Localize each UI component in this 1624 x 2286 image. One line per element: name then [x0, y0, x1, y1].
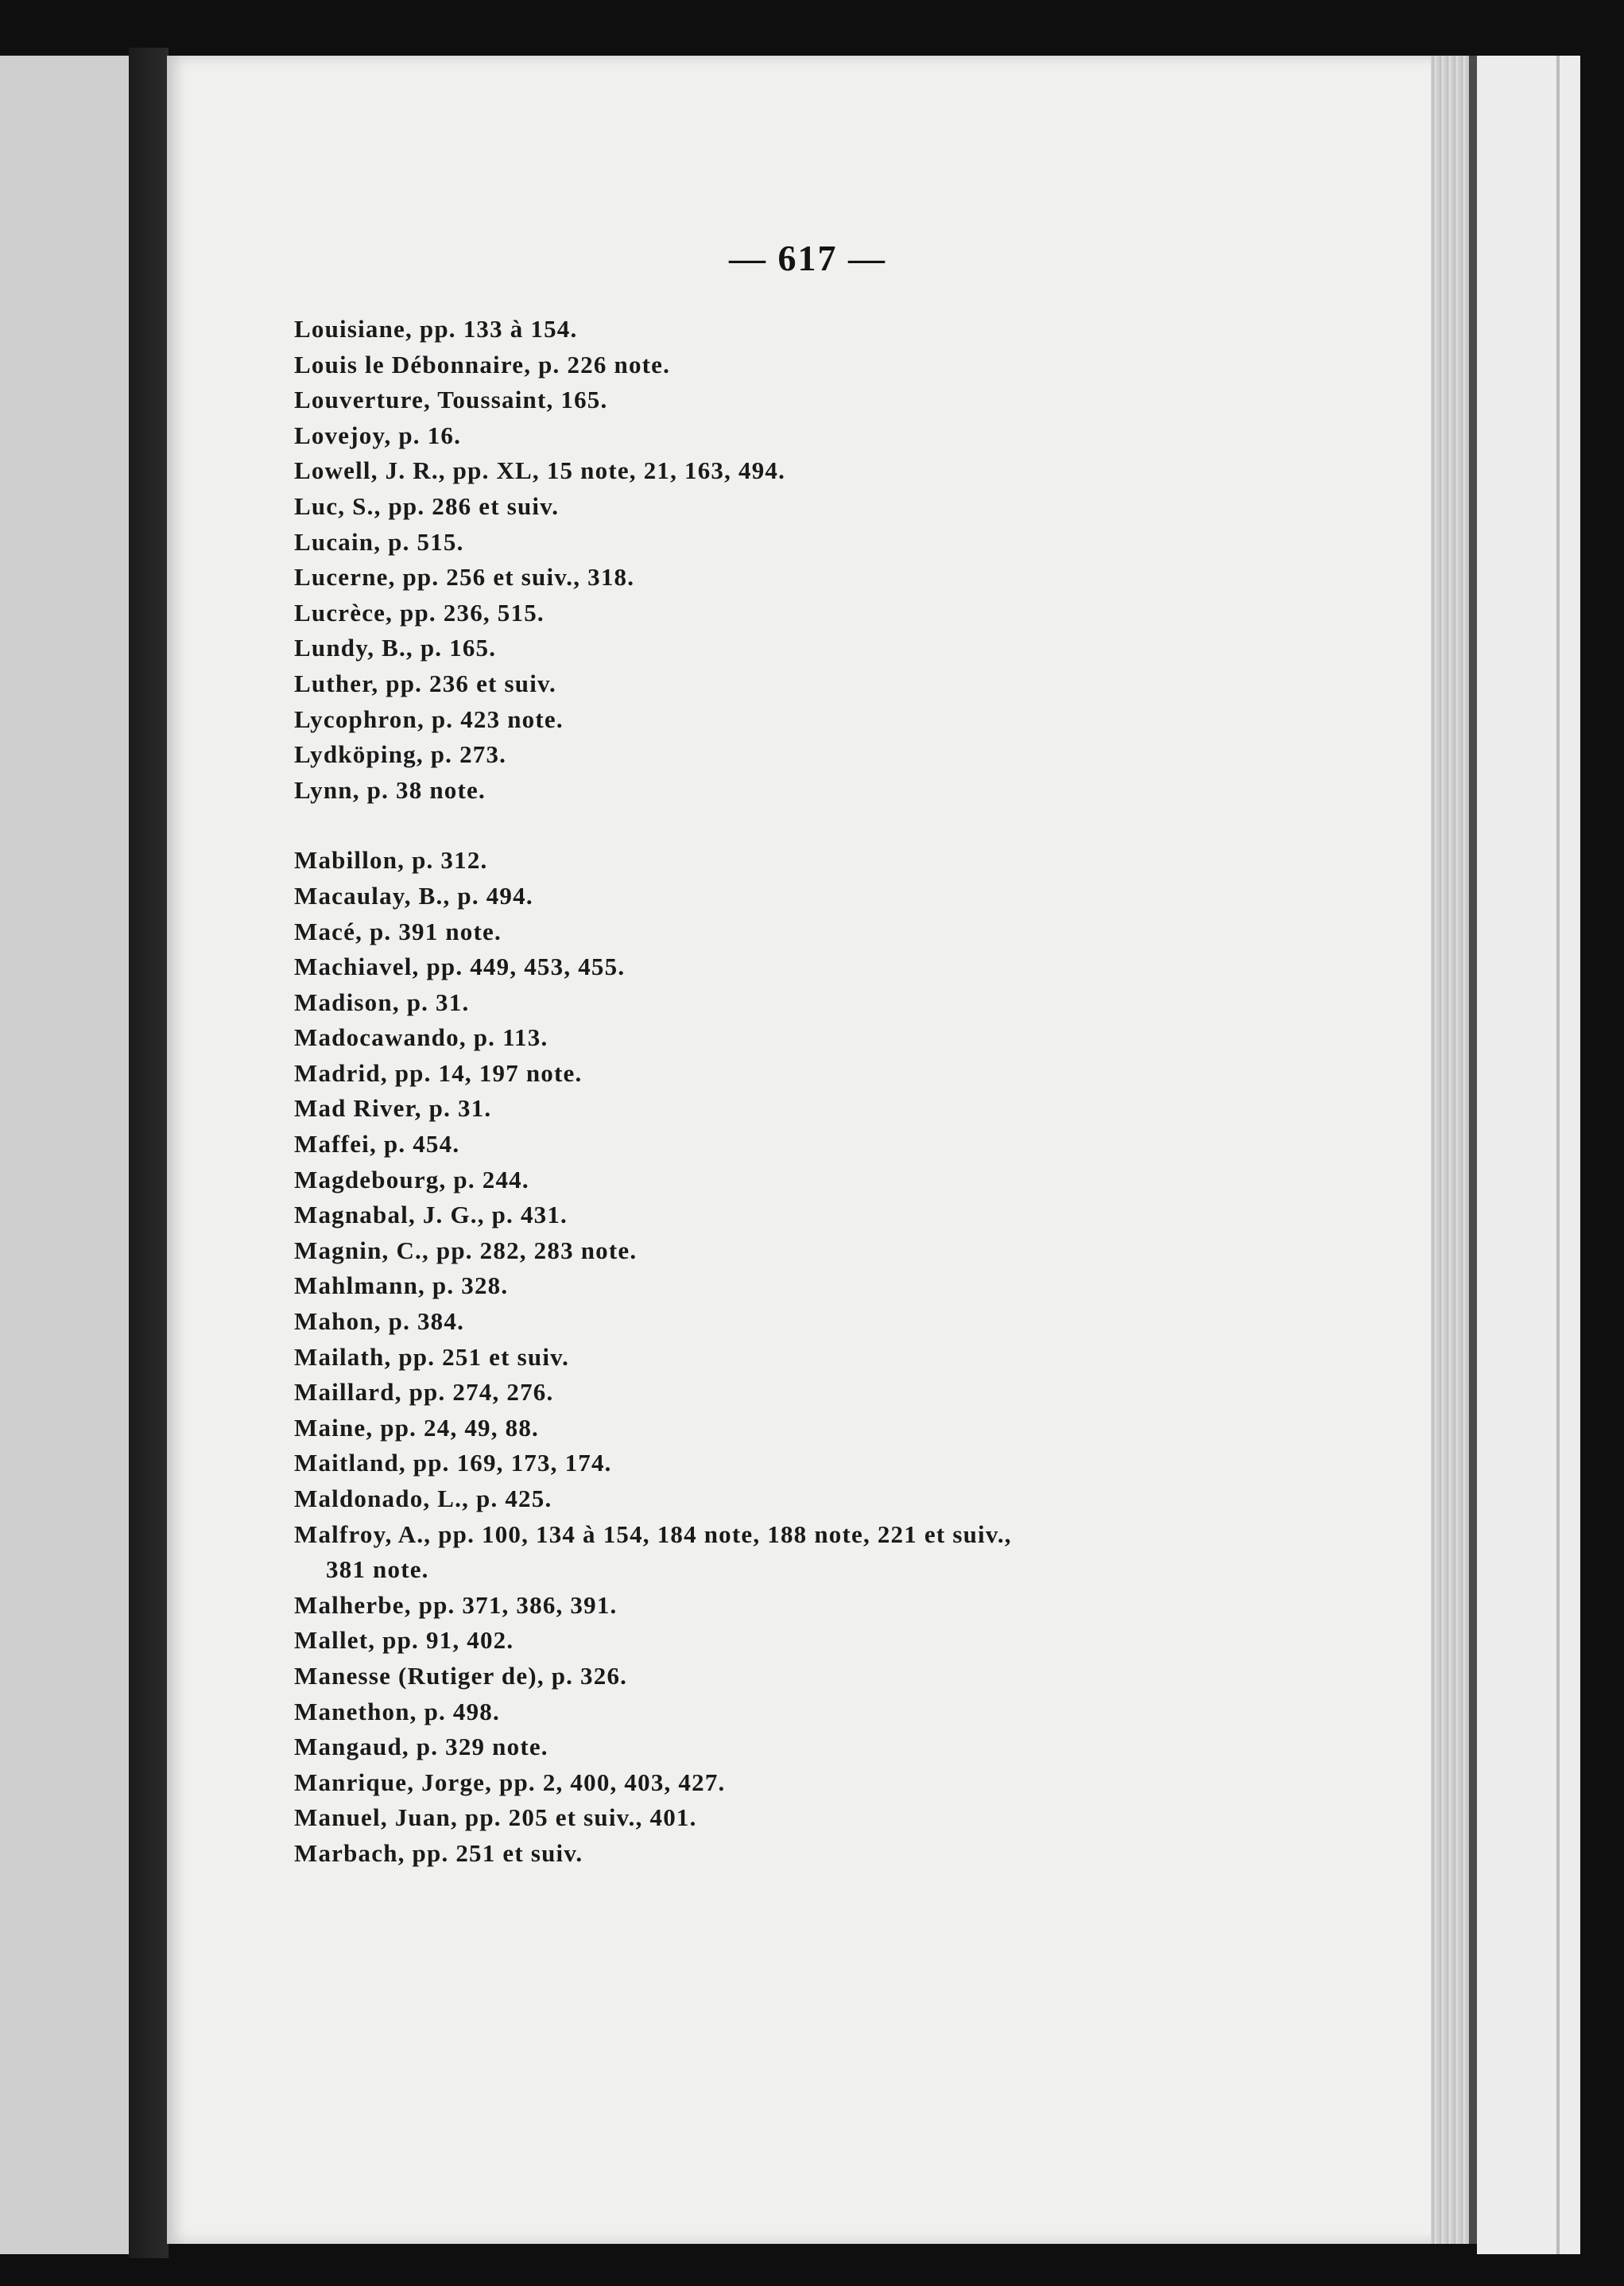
index-entry: Mabillon, p. 312. — [294, 846, 488, 875]
index-entry: Mailath, pp. 251 et suiv. — [294, 1342, 570, 1371]
index-entry: Magdebourg, p. 244. — [294, 1165, 529, 1193]
page-edge-shadow — [1469, 56, 1477, 2244]
cover-fold — [1556, 56, 1560, 2254]
index-entry: Madocawando, p. 113. — [294, 1023, 548, 1052]
left-page-edge — [0, 56, 129, 2254]
index-entry: Louis le Débonnaire, p. 226 note. — [294, 350, 671, 378]
index-entry: Manrique, Jorge, pp. 2, 400, 403, 427. — [294, 1768, 726, 1796]
index-entry: Luther, pp. 236 et suiv. — [294, 669, 556, 697]
index-entry: Malfroy, A., pp. 100, 134 à 154, 184 note, 188 note, 221 et suiv., — [294, 1519, 1012, 1548]
index-entry: Lowell, J. R., pp. XL, 15 note, 21, 163, 494. — [294, 456, 786, 485]
index-entry: Mallet, pp. 91, 402. — [294, 1626, 514, 1655]
index-entry: Malherbe, pp. 371, 386, 391. — [294, 1590, 618, 1619]
index-entry: Lynn, p. 38 note. — [294, 775, 486, 804]
index-entry: Magnin, C., pp. 282, 283 note. — [294, 1236, 638, 1264]
index-entry: Macé, p. 391 note. — [294, 917, 502, 945]
index-entry: Louisiane, pp. 133 à 154. — [294, 315, 578, 343]
index-entry: Maine, pp. 24, 49, 88. — [294, 1413, 540, 1442]
index-entry-continuation: 381 note. — [326, 1555, 429, 1584]
index-entry: Lycophron, p. 423 note. — [294, 704, 564, 733]
index-entry: Madison, p. 31. — [294, 988, 470, 1016]
index-list — [294, 312, 1375, 1872]
index-entry: Manesse (Rutiger de), p. 326. — [294, 1661, 628, 1690]
index-entry: Lydköping, p. 273. — [294, 740, 507, 769]
index-entry: Manuel, Juan, pp. 205 et suiv., 401. — [294, 1803, 697, 1832]
index-entry: Magnabal, J. G., p. 431. — [294, 1201, 568, 1229]
index-entry: Mad River, p. 31. — [294, 1094, 492, 1123]
index-entry: Lucain, p. 515. — [294, 527, 464, 556]
book-cover — [1477, 56, 1580, 2254]
index-entry: Maffei, p. 454. — [294, 1130, 460, 1159]
index-entry: Maillard, pp. 274, 276. — [294, 1378, 554, 1407]
index-entry: Maldonado, L., p. 425. — [294, 1485, 552, 1512]
page-number: — 617 — — [729, 238, 886, 278]
index-entry: Mahlmann, p. 328. — [294, 1271, 509, 1300]
index-entry: Manethon, p. 498. — [294, 1697, 500, 1725]
index-entry: Lundy, B., p. 165. — [294, 634, 497, 662]
index-entry: Mahon, p. 384. — [294, 1307, 465, 1336]
index-entry: Luc, S., pp. 286 et suiv. — [294, 491, 560, 520]
index-entry: Marbach, pp. 251 et suiv. — [294, 1838, 583, 1867]
index-entry: Machiavel, pp. 449, 453, 455. — [294, 953, 626, 981]
index-entry: Lucerne, pp. 256 et suiv., 318. — [294, 563, 635, 592]
index-entry: Maitland, pp. 169, 173, 174. — [294, 1449, 612, 1477]
index-entry: Madrid, pp. 14, 197 note. — [294, 1058, 583, 1087]
index-entry: Lovejoy, p. 16. — [294, 421, 462, 449]
index-entry: Louverture, Toussaint, 165. — [294, 386, 608, 414]
book-gutter — [129, 48, 169, 2258]
index-entry: Mangaud, p. 329 note. — [294, 1733, 548, 1761]
index-entry: Lucrèce, pp. 236, 515. — [294, 598, 545, 627]
index-entry: Macaulay, B., p. 494. — [294, 881, 533, 910]
